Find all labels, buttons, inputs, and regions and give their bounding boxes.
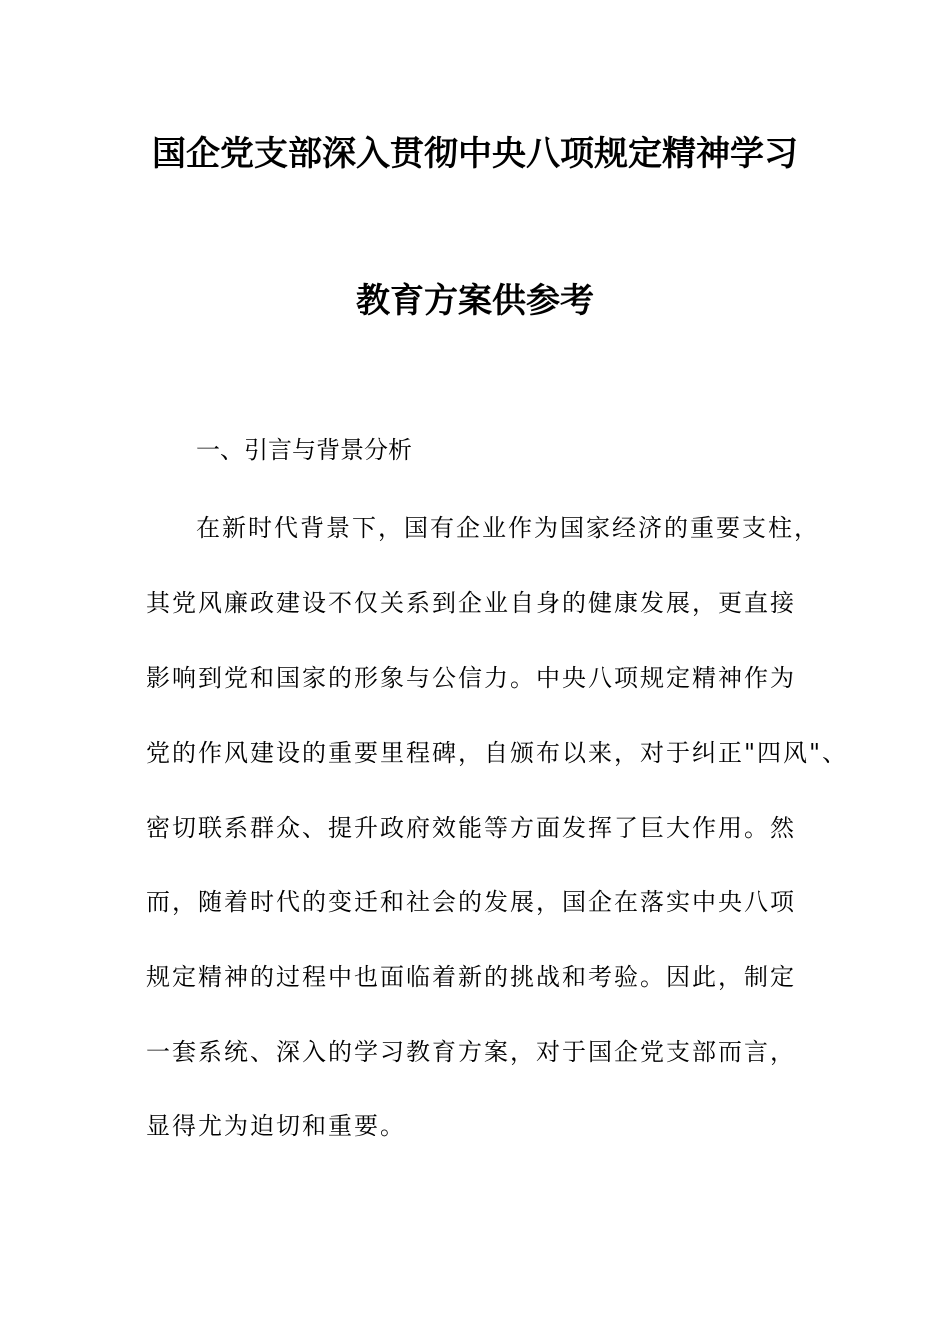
paragraph-line: 规定精神的过程中也面临着新的挑战和考验。因此，制定	[146, 963, 796, 991]
paragraph-line: 在新时代背景下，国有企业作为国家经济的重要支柱，	[196, 514, 820, 542]
paragraph-line: 密切联系群众、提升政府效能等方面发挥了巨大作用。然	[146, 814, 796, 842]
paragraph-line: 显得尤为迫切和重要。	[146, 1112, 406, 1140]
document-title-line-2: 教育方案供参考	[356, 281, 594, 321]
paragraph-line: 党的作风建设的重要里程碑，自颁布以来，对于纠正"四风"、	[146, 739, 849, 767]
document-title-line-1: 国企党支部深入贯彻中央八项规定精神学习	[152, 134, 798, 174]
paragraph-line: 而，随着时代的变迁和社会的发展，国企在落实中央八项	[146, 888, 796, 916]
paragraph-line: 一套系统、深入的学习教育方案，对于国企党支部而言，	[146, 1038, 796, 1066]
paragraph-line: 影响到党和国家的形象与公信力。中央八项规定精神作为	[146, 664, 796, 692]
paragraph-line: 其党风廉政建设不仅关系到企业自身的健康发展，更直接	[146, 589, 796, 617]
section-heading: 一、引言与背景分析	[196, 436, 412, 464]
